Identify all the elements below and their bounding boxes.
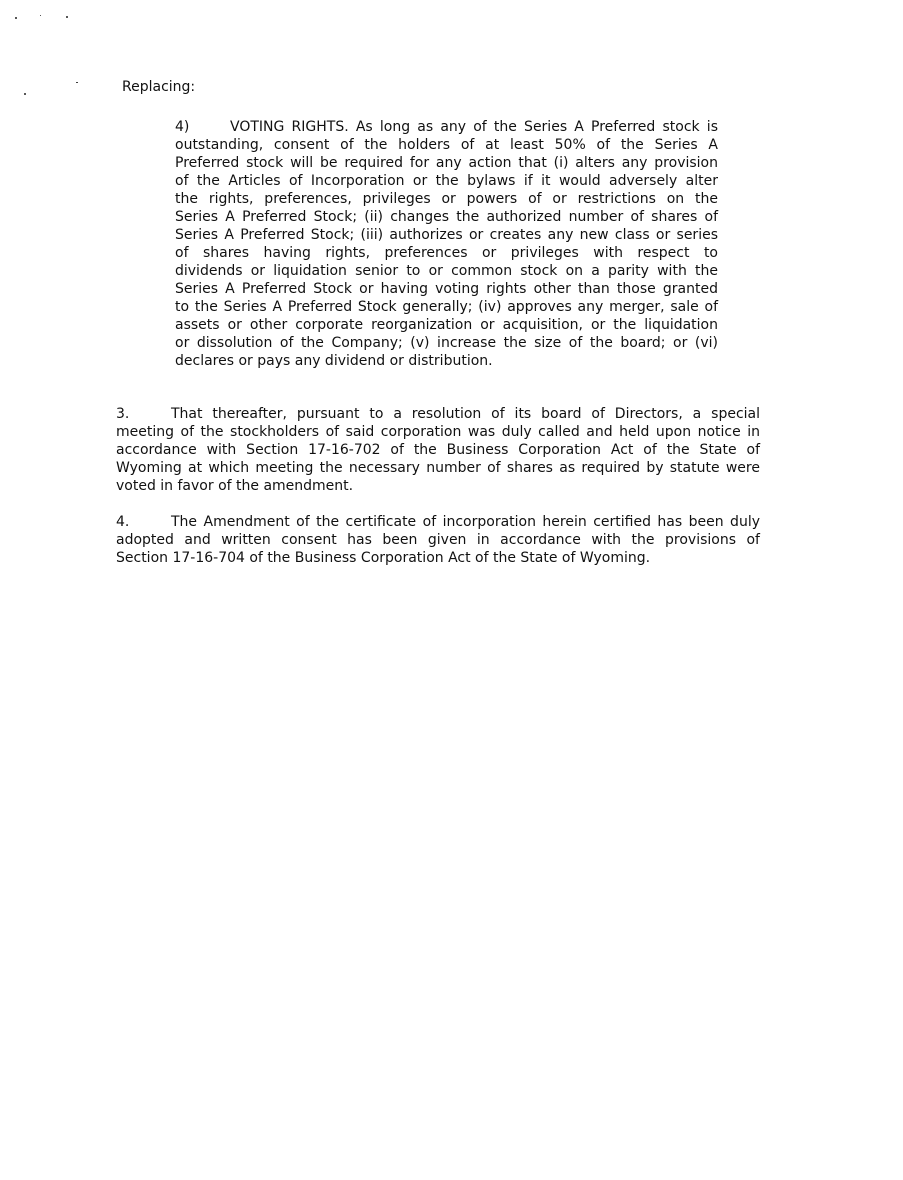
voting-rights-paragraph	[175, 118, 718, 370]
paragraph-line: Series A Preferred Stock or having voting rights other than those granted	[175, 281, 718, 297]
section-4-paragraph	[116, 513, 760, 567]
paragraph-line: meeting of the stockholders of said corporation was duly called and held upon notice in	[116, 424, 760, 440]
scan-speck	[24, 93, 26, 95]
paragraph-line: assets or other corporate reorganization or acquisition, or the liquidation	[175, 317, 718, 333]
paragraph-line: 4) VOTING RIGHTS. As long as any of the Series A Preferred stock is	[175, 119, 718, 135]
paragraph-line: the rights, preferences, privileges or powers of or restrictions on the	[175, 191, 718, 207]
replacing-label: Replacing:	[122, 79, 196, 95]
section-number: 4.	[116, 514, 130, 530]
paragraph-line: Series A Preferred Stock; (iii) authorizes or creates any new class or series	[175, 227, 718, 243]
paragraph-line: accordance with Section 17-16-702 of the Business Corporation Act of the State of	[116, 442, 760, 458]
paragraph-line: 3. That thereafter, pursuant to a resolution of its board of Directors, a special	[116, 406, 760, 422]
paragraph-line: Series A Preferred Stock; (ii) changes the authorized number of shares of	[175, 209, 718, 225]
paragraph-line: adopted and written consent has been given in accordance with the provisions of	[116, 532, 760, 548]
paragraph-number: 4)	[175, 119, 190, 135]
paragraph-line: voted in favor of the amendment.	[116, 478, 354, 494]
paragraph-line: of the Articles of Incorporation or the bylaws if it would adversely alter	[175, 173, 718, 189]
paragraph-line: Preferred stock will be required for any action that (i) alters any provision	[175, 155, 718, 171]
scan-speck	[15, 17, 17, 19]
section-3-paragraph	[116, 405, 760, 495]
scan-speck	[66, 16, 68, 18]
paragraph-line: Section 17-16-704 of the Business Corporation Act of the State of Wyoming.	[116, 550, 651, 566]
paragraph-line: 4. The Amendment of the certificate of incorporation herein certified has been duly	[116, 514, 760, 530]
scan-speck	[40, 15, 41, 16]
paragraph-line: to the Series A Preferred Stock generally; (iv) approves any merger, sale of	[175, 299, 718, 315]
scan-speck	[76, 82, 78, 83]
paragraph-line: dividends or liquidation senior to or common stock on a parity with the	[175, 263, 718, 279]
paragraph-line: of shares having rights, preferences or privileges with respect to	[175, 245, 718, 261]
paragraph-line: Wyoming at which meeting the necessary number of shares as required by statute were	[116, 460, 760, 476]
paragraph-line: outstanding, consent of the holders of at least 50% of the Series A	[175, 137, 718, 153]
paragraph-line: declares or pays any dividend or distribution.	[175, 353, 493, 369]
paragraph-line: or dissolution of the Company; (v) increase the size of the board; or (vi)	[175, 335, 718, 351]
section-number: 3.	[116, 406, 130, 422]
